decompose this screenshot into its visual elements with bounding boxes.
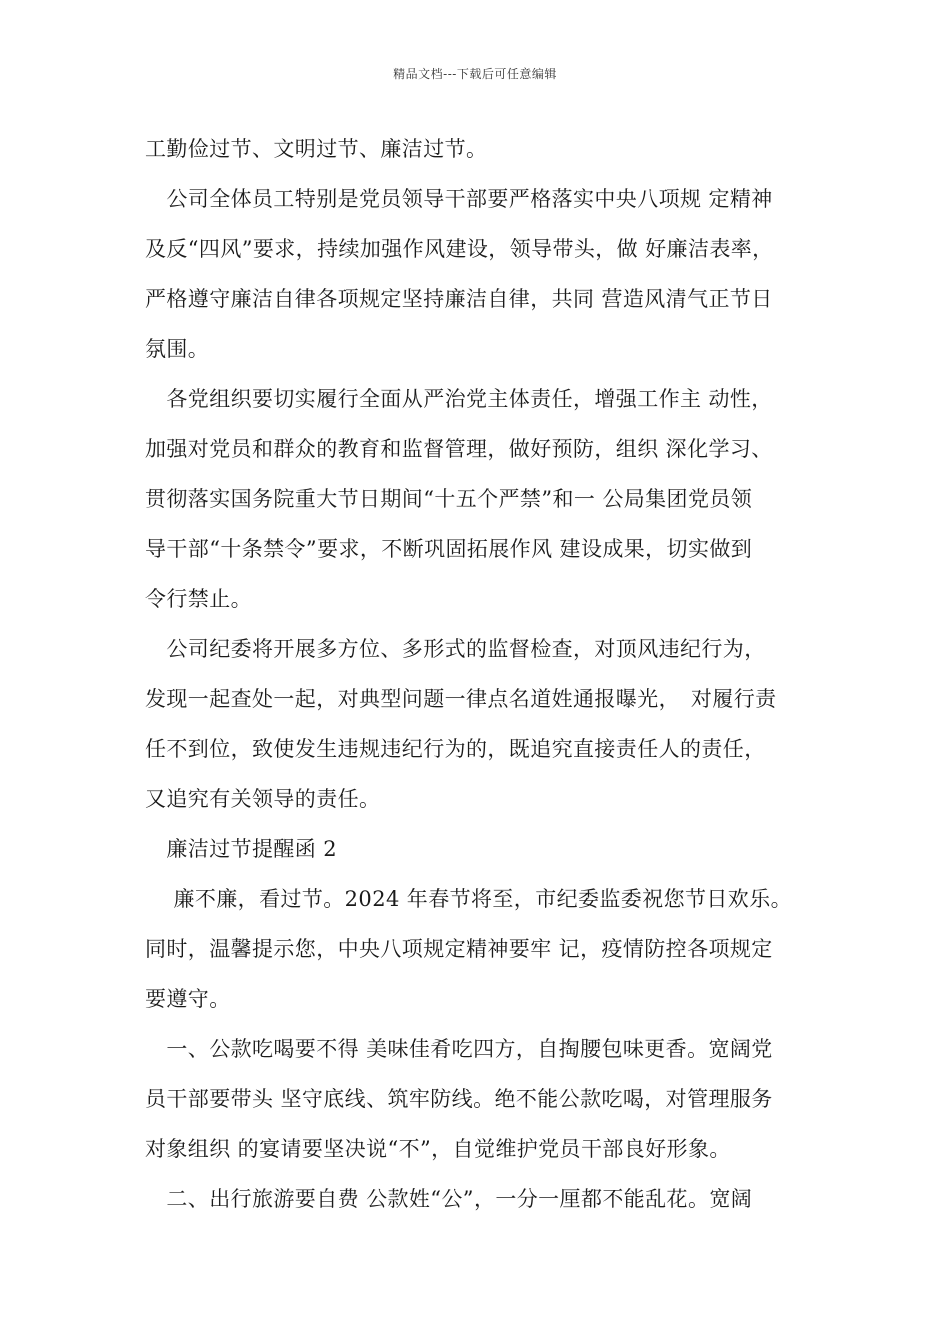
- text-line: 令行禁止。: [145, 587, 252, 611]
- text-line: 要遵守。: [145, 987, 231, 1011]
- document-body: [145, 134, 835, 1214]
- paragraph: [145, 184, 835, 364]
- text-line: 加强对党员和群众的教育和监督管理，做好预防，组织 深化学习、: [145, 437, 773, 461]
- text-line: 导干部“十条禁令”要求，不断巩固拓展作风 建设成果，切实做到: [145, 537, 753, 561]
- text-line: 公司全体员工特别是党员领导干部要严格落实中央八项规 定精神: [145, 187, 773, 211]
- paragraph: [145, 884, 835, 1014]
- text-line: 各党组织要切实履行全面从严治党主体责任，增强工作主 动性，: [145, 387, 773, 411]
- text-line: 贯彻落实国务院重大节日期间“十五个严禁”和一 公局集团党员领: [145, 487, 753, 511]
- page-header: 精品文档---下载后可任意编辑: [393, 67, 557, 81]
- text-line: 廉不廉，看过节。2024 年春节将至，市纪委监委祝您节日欢乐。: [145, 887, 792, 911]
- paragraph: [145, 634, 835, 814]
- text-line: 任不到位，致使发生违规违纪行为的，既追究直接责任人的责任，: [145, 737, 766, 761]
- section-heading: [145, 834, 835, 864]
- text-line: 一、公款吃喝要不得 美味佳肴吃四方，自掏腰包味更香。宽阔党: [145, 1037, 773, 1061]
- text-line: 严格遵守廉洁自律各项规定坚持廉洁自律，共同 营造风清气正节日: [145, 287, 773, 311]
- paragraph: [145, 384, 835, 614]
- text-line: 氛围。: [145, 337, 210, 361]
- text-line: 同时，温馨提示您，中央八项规定精神要牢 记，疫情防控各项规定: [145, 937, 773, 961]
- paragraph: [145, 134, 835, 164]
- text-line: 二、出行旅游要自费 公款姓“公”，一分一厘都不能乱花。宽阔: [145, 1187, 753, 1211]
- paragraph: [145, 1184, 835, 1214]
- text-line: 又追究有关领导的责任。: [145, 787, 381, 811]
- text-line: 工勤俭过节、文明过节、廉洁过节。: [145, 137, 488, 161]
- text-line: 发现一起查处一起，对典型问题一律点名道姓通报曝光， 对履行责: [145, 687, 777, 711]
- text-line: 及反“四风”要求，持续加强作风建设，领导带头，做 好廉洁表率，: [145, 237, 774, 261]
- text-line: 员干部要带头 坚守底线、筑牢防线。绝不能公款吃喝，对管理服务: [145, 1087, 773, 1111]
- text-line: 公司纪委将开展多方位、多形式的监督检查，对顶风违纪行为，: [145, 637, 766, 661]
- text-line: 廉洁过节提醒函 2: [145, 837, 338, 861]
- paragraph: [145, 1034, 835, 1164]
- text-line: 对象组织 的宴请要坚决说“不”，自觉维护党员干部良好形象。: [145, 1137, 731, 1161]
